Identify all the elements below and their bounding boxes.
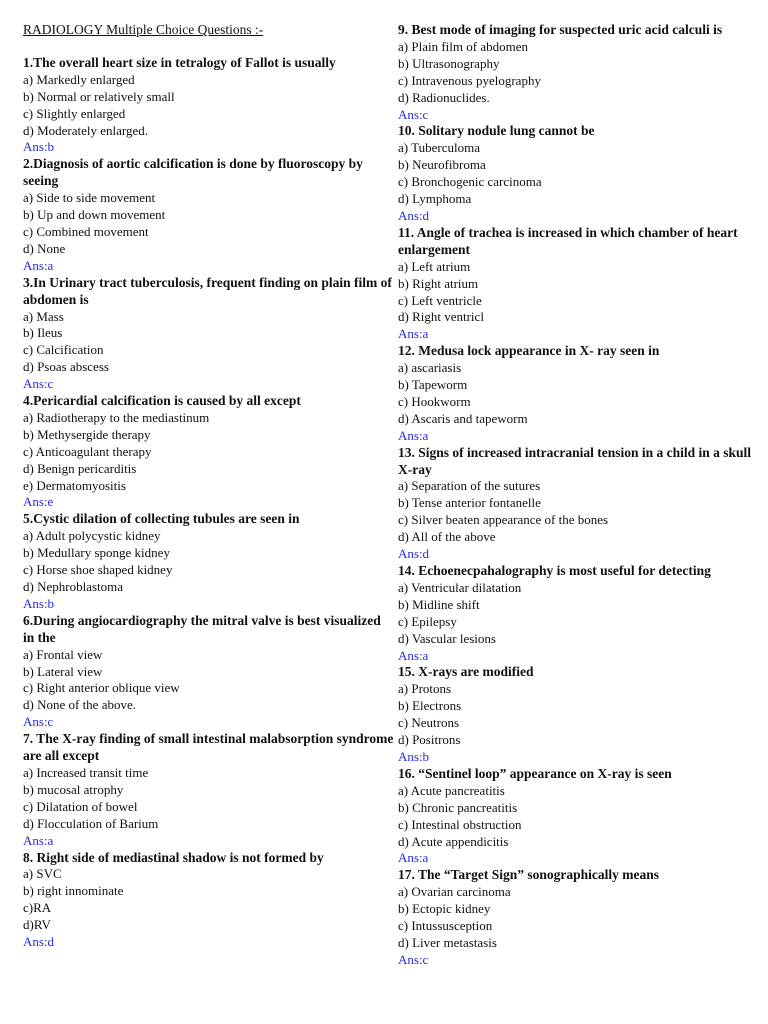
answer-option: a) Adult polycystic kidney: [23, 528, 161, 544]
answer-option: b) Lateral view: [23, 663, 103, 679]
answer-key: Ans:b: [23, 595, 55, 611]
answer-option: e) Dermatomyositis: [23, 477, 126, 493]
answer-option: a) Mass: [23, 308, 64, 324]
left-column: [23, 22, 395, 951]
question-block: [398, 225, 762, 343]
answer-option: a) Ovarian carcinoma: [398, 884, 511, 900]
answer-option: b) Methysergide therapy: [23, 426, 151, 442]
answer-option: a) Tuberculoma: [398, 140, 480, 156]
answer-option: b) Tense anterior fontanelle: [398, 495, 541, 511]
answer-option: a) Protons: [398, 681, 452, 697]
question-text: 16. “Sentinel loop” appearance on X-ray is seen: [398, 765, 672, 781]
question-block: [398, 343, 762, 444]
answer-option: d) All of the above: [398, 529, 496, 545]
answer-key: Ans:a: [398, 647, 429, 663]
answer-option: b) Normal or relatively small: [23, 88, 175, 104]
answer-option: d) Lymphoma: [398, 191, 472, 207]
question-block: [23, 275, 395, 393]
question-text: 6.During angiocardiography the mitral valve is best visualized in the: [23, 612, 381, 645]
answer-key: Ans:a: [398, 427, 429, 443]
answer-option: c) Horse shoe shaped kidney: [23, 562, 173, 578]
answer-option: b) Neurofibroma: [398, 157, 486, 173]
answer-option: c) Calcification: [23, 342, 104, 358]
answer-option: d) Radionuclides.: [398, 89, 490, 105]
question-text: 14. Echoenecpahalography is most useful for detecting: [398, 563, 711, 578]
answer-key: Ans:c: [23, 376, 54, 392]
answer-option: b) Chronic pancreatitis: [398, 799, 518, 815]
question-block: [398, 867, 762, 968]
question-text: 4.Pericardial calcification is caused by all except: [23, 393, 301, 409]
answer-option: d) Nephroblastoma: [23, 579, 124, 594]
left-question-list: [23, 55, 395, 951]
answer-key: Ans:d: [398, 546, 430, 562]
answer-option: b) right innominate: [23, 883, 124, 899]
answer-option: c) Combined movement: [23, 223, 149, 239]
answer-option: d) Right ventricl: [398, 309, 484, 325]
answer-option: b) Up and down movement: [23, 207, 166, 223]
question-text: 15. X-rays are modified: [398, 664, 534, 680]
answer-option: b) Ectopic kidney: [398, 901, 491, 917]
answer-option: c) Bronchogenic carcinoma: [398, 174, 542, 190]
question-text: 7. The X-ray finding of small intestinal malabsorption syndrome are all except: [23, 731, 394, 764]
question-text: 8. Right side of mediastinal shadow is not formed by: [23, 849, 324, 865]
question-block: [398, 563, 762, 664]
answer-option: d) Vascular lesions: [398, 630, 496, 646]
answer-option: b) Ileus: [23, 325, 63, 341]
answer-option: a) Acute pancreatitis: [398, 782, 505, 798]
question-text: 9. Best mode of imaging for suspected uric acid calculi is: [398, 22, 723, 37]
answer-key: Ans:c: [398, 951, 429, 967]
answer-option: a) Side to side movement: [23, 190, 156, 206]
answer-option: a) Increased transit time: [23, 764, 149, 780]
answer-option: b) Midline shift: [398, 596, 480, 612]
answer-option: c) Epilepsy: [398, 613, 457, 629]
question-text: 1.The overall heart size in tetralogy of Fallot is usually: [23, 54, 336, 70]
question-text: 2.Diagnosis of aortic calcification is done by fluoroscopy by seeing: [23, 156, 363, 189]
right-question-list: [398, 22, 762, 969]
question-text: 5.Cystic dilation of collecting tubules are seen in: [23, 511, 300, 527]
answer-option: d) Positrons: [398, 732, 461, 748]
answer-option: c) Intussusception: [398, 918, 493, 934]
answer-option: a) Markedly enlarged: [23, 71, 135, 87]
answer-option: a) Separation of the sutures: [398, 478, 541, 494]
answer-key: Ans:b: [23, 139, 55, 155]
answer-option: c) Slightly enlarged: [23, 105, 126, 121]
answer-option: a) SVC: [23, 866, 62, 882]
answer-key: Ans:d: [398, 207, 430, 223]
answer-option: c) Anticoagulant therapy: [23, 443, 152, 459]
question-text: 17. The “Target Sign” sonographically means: [398, 867, 660, 883]
answer-option: d) Liver metastasis: [398, 934, 497, 950]
answer-key: Ans:a: [23, 832, 54, 848]
answer-option: a) Frontal view: [23, 646, 103, 662]
answer-option: a) Radiotherapy to the mediastinum: [23, 409, 210, 425]
answer-option: c) Neutrons: [398, 715, 460, 731]
answer-option: d) Benign pericarditis: [23, 460, 137, 476]
answer-key: Ans:c: [23, 714, 54, 730]
question-block: [23, 156, 395, 274]
answer-option: c) Left ventricle: [398, 292, 482, 308]
answer-option: d) Flocculation of Barium: [23, 815, 159, 831]
answer-option: d) None of the above.: [23, 697, 136, 713]
question-block: [23, 55, 395, 156]
answer-option: d)RV: [23, 917, 51, 933]
answer-option: c) Silver beaten appearance of the bones: [398, 512, 609, 528]
question-block: [398, 664, 762, 765]
answer-key: Ans:c: [398, 106, 429, 122]
answer-option: c) Intestinal obstruction: [398, 816, 522, 832]
answer-option: a) Left atrium: [398, 258, 471, 274]
question-block: [23, 511, 395, 612]
answer-option: b) Medullary sponge kidney: [23, 545, 170, 561]
answer-option: d) Moderately enlarged.: [23, 122, 149, 138]
answer-key: Ans:d: [23, 934, 55, 950]
answer-key: Ans:b: [398, 748, 430, 764]
answer-option: c) Right anterior oblique view: [23, 680, 180, 696]
answer-option: b) Ultrasonography: [398, 55, 500, 71]
answer-option: b) mucosal atrophy: [23, 781, 124, 797]
answer-option: a) ascariasis: [398, 360, 462, 376]
question-text: 11. Angle of trachea is increased in which chamber of heart enlargement: [398, 224, 738, 257]
document-title: RADIOLOGY Multiple Choice Questions :-: [23, 22, 264, 37]
question-text: 12. Medusa lock appearance in X- ray seen in: [398, 343, 660, 359]
question-block: [398, 766, 762, 867]
question-block: [23, 850, 395, 951]
answer-option: c)RA: [23, 900, 52, 916]
question-text: 3.In Urinary tract tuberculosis, frequent finding on plain film of abdomen is: [23, 274, 392, 307]
question-block: [23, 393, 395, 511]
question-block: [398, 22, 762, 123]
question-block: [398, 445, 762, 563]
answer-option: b) Right atrium: [398, 275, 479, 291]
question-text: 13. Signs of increased intracranial tension in a child in a skull X-ray: [398, 444, 752, 477]
answer-option: d) Ascaris and tapeworm: [398, 410, 528, 426]
answer-option: d) Psoas abscess: [23, 359, 109, 375]
answer-option: a) Plain film of abdomen: [398, 38, 528, 54]
answer-key: Ans:a: [23, 257, 54, 273]
right-column: [398, 22, 762, 969]
answer-option: c) Hookworm: [398, 393, 471, 409]
question-block: [398, 123, 762, 224]
answer-key: Ans:e: [23, 494, 54, 510]
answer-key: Ans:a: [398, 850, 429, 866]
answer-option: b) Tapeworm: [398, 377, 468, 393]
question-block: [23, 731, 395, 849]
question-text: 10. Solitary nodule lung cannot be: [398, 123, 595, 139]
answer-option: c) Dilatation of bowel: [23, 798, 138, 814]
question-block: [23, 613, 395, 731]
answer-option: b) Electrons: [398, 698, 462, 714]
answer-key: Ans:a: [398, 326, 429, 342]
answer-option: c) Intravenous pyelography: [398, 72, 541, 88]
answer-option: d) None: [23, 240, 66, 256]
answer-option: a) Ventricular dilatation: [398, 579, 522, 595]
answer-option: d) Acute appendicitis: [398, 833, 509, 849]
